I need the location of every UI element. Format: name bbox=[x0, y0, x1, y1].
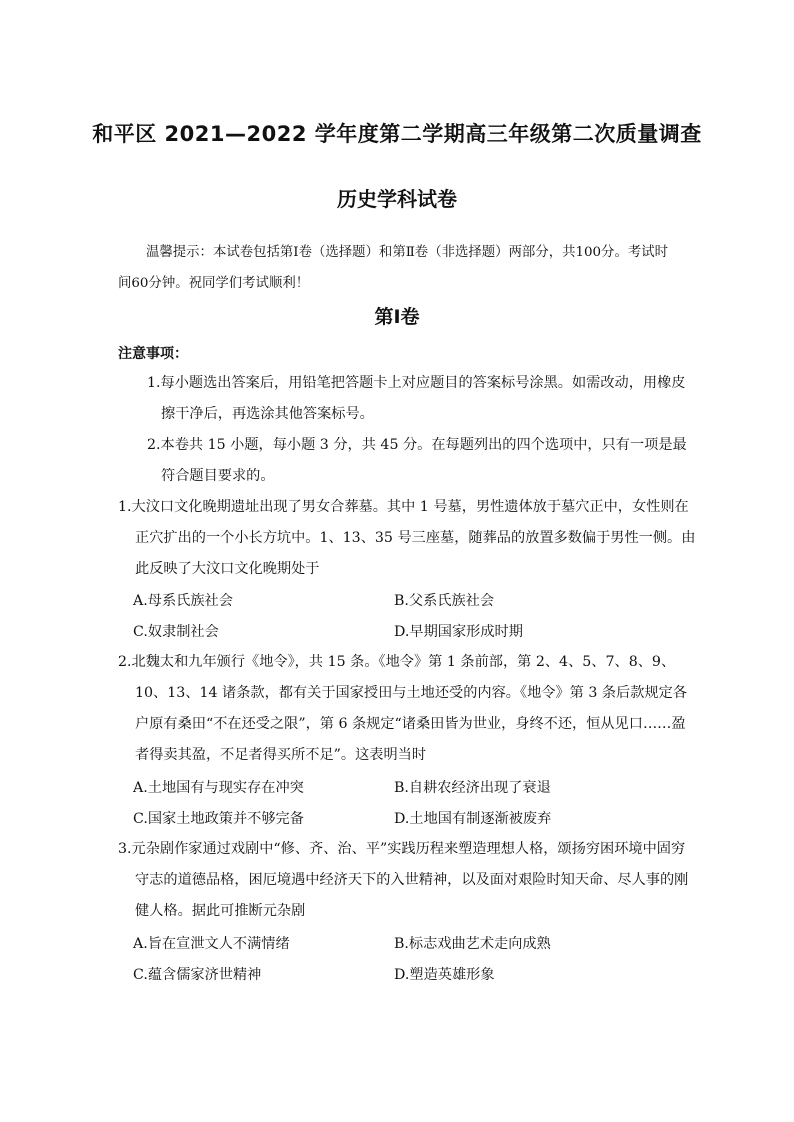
exam-subtitle: 历史学科试卷 bbox=[337, 187, 457, 211]
question-3-option-d: D.塑造英雄形象 bbox=[394, 967, 495, 983]
notice-item-1: 1.每小题选出答案后，用铅笔把答题卡上对应题目的答案标号涂黑。如需改动，用橡皮擦干净后，再选涂其他答案标号。 bbox=[147, 375, 686, 422]
question-1-option-c: C.奴隶制社会 bbox=[133, 624, 219, 640]
question-2-option-a: A.土地国有与现实存在冲突 bbox=[133, 780, 304, 796]
question-2-option-b: B.自耕农经济出现了衰退 bbox=[394, 780, 551, 796]
question-1-option-b: B.父系氏族社会 bbox=[394, 593, 495, 609]
question-2-option-c: C.国家土地政策并不够完备 bbox=[133, 811, 304, 827]
volume-title: 第Ⅰ卷 bbox=[374, 306, 420, 328]
question-3-option-a: A.旨在宣泄文人不满情绪 bbox=[133, 936, 290, 952]
exam-title: 和平区 2021—2022 学年度第二学期高三年级第二次质量调查 bbox=[92, 122, 702, 146]
tips-paragraph: 温馨提示：本试卷包括第Ⅰ卷（选择题）和第Ⅱ卷（非选择题）两部分，共100分。考试时间60分钟。祝同学们考试顺利！ bbox=[118, 245, 669, 291]
question-1-option-d: D.早期国家形成时期 bbox=[394, 624, 523, 640]
notice-item-2: 2.本卷共 15 小题，每小题 3 分，共 45 分。在每题列出的四个选项中，只有一项是最符合题目要求的。 bbox=[147, 437, 687, 484]
question-3-option-c: C.蕴含儒家济世精神 bbox=[133, 967, 262, 983]
question-3-stem: 3.元杂剧作家通过戏剧中“修、齐、治、平”实践历程来塑造理想人格，颂扬穷困环境中固穷守志的道德品格，困厄境遇中经济天下的入世精神，以及面对艰险时知天命、尽人事的刚健人格。据此可推断元杂剧 bbox=[118, 841, 689, 919]
question-1-option-a: A.母系氏族社会 bbox=[133, 593, 233, 609]
notice-heading: 注意事项： bbox=[118, 346, 188, 362]
question-2-stem: 2.北魏太和九年颁行《地令》，共 15 条。《地令》第 1 条前部，第 2、4、5、7、8、9、10、13、14 诸条款，都有关于国家授田与土地还受的内容。《地令》第 3 条后款规定各户原有桑田“不在还受之限”，第 6 条规定“诸桑田皆为世业，身终不还，恒从见口……盈者得卖其盈，不足者得买所不足”。这表明当时 bbox=[118, 654, 687, 763]
question-3-option-b: B.标志戏曲艺术走向成熟 bbox=[394, 936, 551, 952]
question-2-option-d: D.土地国有制逐渐被废弃 bbox=[394, 811, 552, 827]
question-1-stem: 1.大汶口文化晚期遗址出现了男女合葬墓。其中 1 号墓，男性遗体放于墓穴正中，女性则在正穴扩出的一个小长方坑中。1、13、35 号三座墓，随葬品的放置多数偏于男性一侧。由此反映了大汶口文化晚期处于 bbox=[118, 499, 696, 577]
